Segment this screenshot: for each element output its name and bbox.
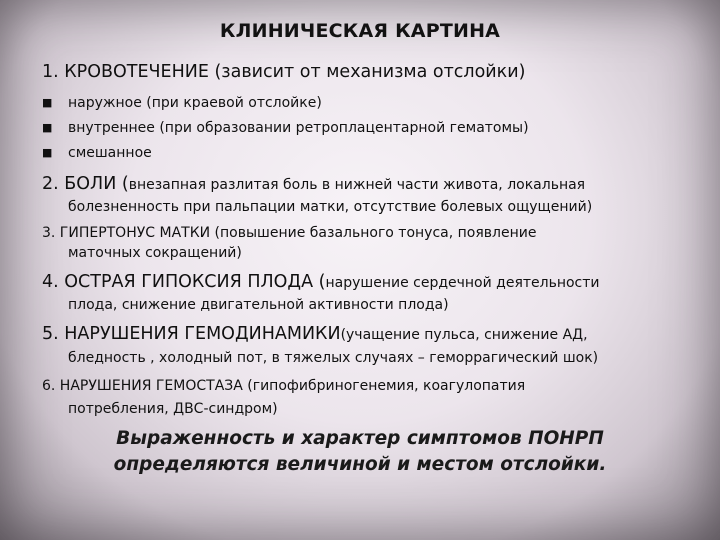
item-1-heading: 1. КРОВОТЕЧЕНИЕ: [42, 62, 209, 82]
item-2-note: внезапная разлитая боль в нижней части живота, локальная: [128, 177, 586, 193]
item-1-note: (зависит от механизма отслойки): [208, 62, 526, 82]
bullet-item: [42, 120, 529, 136]
item-6-continuation: потребления, ДВС-синдром): [68, 401, 278, 417]
conclusion-line-1: Выраженность и характер симптомов ПОНРП: [116, 428, 604, 449]
square-bullet-icon: ■: [42, 146, 53, 159]
item-4: [42, 272, 600, 292]
bullet-item: [42, 95, 322, 111]
square-bullet-icon: ■: [42, 96, 53, 109]
item-2-continuation: болезненность при пальпации матки, отсутствие болевых ощущений): [68, 199, 593, 215]
bullet-text: смешанное: [68, 145, 152, 161]
item-5-heading: 5. НАРУШЕНИЯ ГЕМОДИНАМИКИ: [42, 324, 341, 344]
item-4-heading: 4. ОСТРАЯ ГИПОКСИЯ ПЛОДА (: [42, 272, 326, 292]
item-4-note: нарушение сердечной деятельности: [325, 275, 600, 291]
item-2-heading: 2. БОЛИ (: [42, 174, 129, 194]
item-1: [42, 62, 525, 82]
item-5: [42, 324, 588, 344]
item-3: 3. ГИПЕРТОНУС МАТКИ (повышение базального тонуса, появление: [42, 225, 537, 241]
square-bullet-icon: ■: [42, 121, 53, 134]
conclusion-line-2: определяются величиной и местом отслойки.: [113, 454, 607, 475]
bullet-text: внутреннее (при образовании ретроплацентарной гематомы): [68, 120, 529, 136]
item-3-continuation: маточных сокращений): [68, 245, 242, 261]
item-2: [42, 174, 585, 194]
bullet-text: наружное (при краевой отслойке): [68, 95, 322, 111]
item-5-note: (учащение пульса, снижение АД,: [340, 327, 588, 343]
item-4-continuation: плода, снижение двигательной активности плода): [68, 297, 449, 313]
bullet-item: [42, 145, 152, 161]
item-6: 6. НАРУШЕНИЯ ГЕМОСТАЗА (гипофибриногенемия, коагулопатия: [42, 378, 526, 394]
item-5-continuation: бледность , холодный пот, в тяжелых случаях – геморрагический шок): [68, 350, 599, 366]
slide-title: КЛИНИЧЕСКАЯ КАРТИНА: [219, 20, 501, 42]
